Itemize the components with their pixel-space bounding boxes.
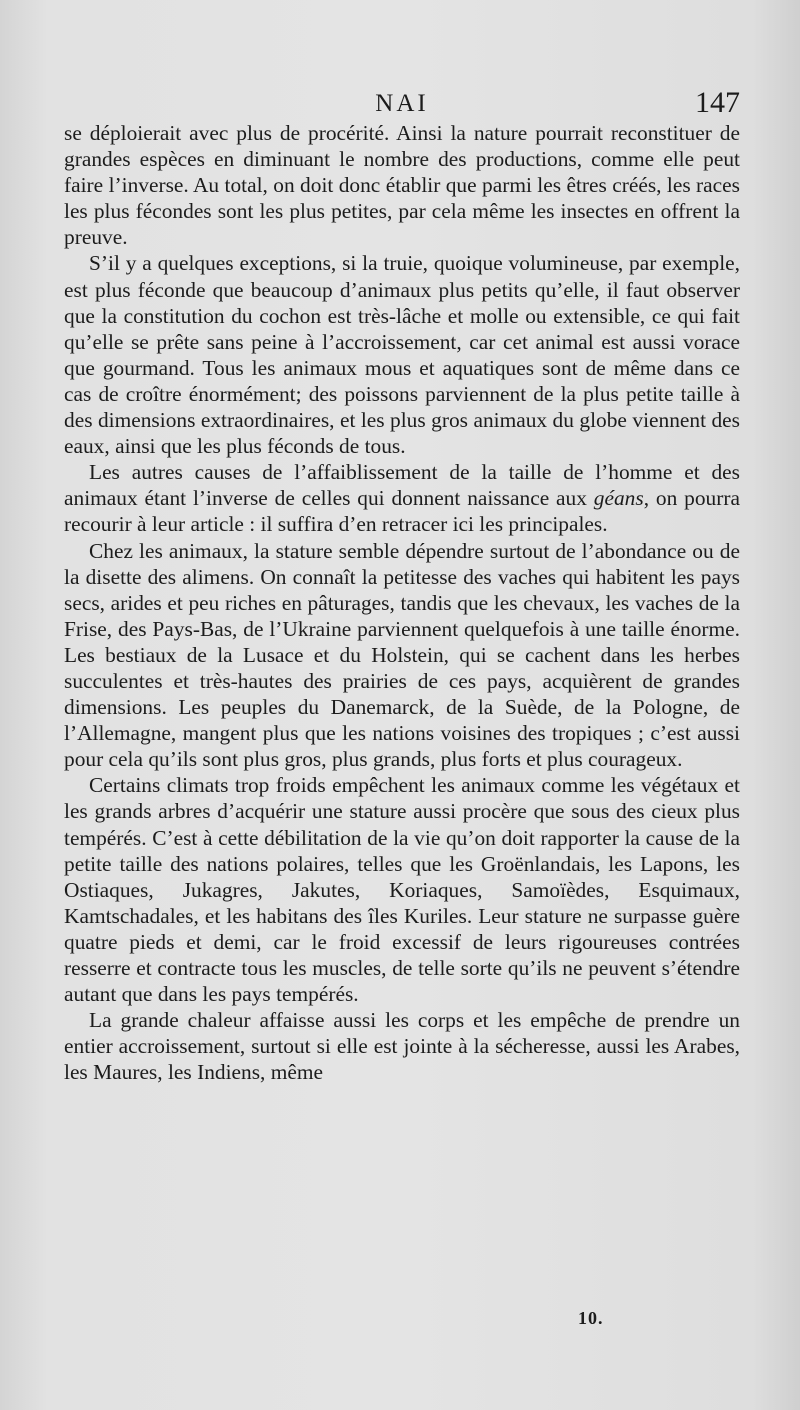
signature-mark: 10. — [578, 1308, 604, 1328]
paragraph-text: se déploierait avec plus de procérité. Ainsi la nature pourrait reconstituer de grandes espèces en diminuant le nombre des productions, comme elle peut faire l’inverse. Au total, on doit donc établir que parmi les êtres créés, les races les plus fécondes sont les plus petites, par cela même les insectes en offrent la preuve. — [64, 121, 740, 250]
running-head — [64, 86, 740, 122]
paragraph — [64, 120, 740, 250]
paragraph-text: Les autres causes de l’affaiblissement de la taille de l’homme et des animaux étant l’inverse de celles qui donnent naissance aux — [64, 460, 740, 511]
page-number: 147 — [695, 86, 740, 119]
paragraph — [64, 1007, 740, 1085]
paragraph-text: S’il y a quelques exceptions, si la truie, quoique volumineuse, par exemple, est plus féconde que beaucoup d’animaux plus petits qu’elle, il faut observer que la constitution du cochon est très-lâche et molle ou extensible, ce qui fait qu’elle se prête sans peine à l’accroissement, car cet animal est aussi vorace que gourmand. Tous les animaux mous et aquatiques sont de même dans ce cas de croître énormément; des poissons parviennent de la plus petite taille à des dimensions extraordinaires, et les plus gros animaux du globe viennent des eaux, ainsi que les plus féconds de tous. — [64, 251, 740, 459]
paragraph-text: Certains climats trop froids empêchent les animaux comme les végétaux et les grands arbres d’acquérir une stature aussi procère que sous des cieux plus tempérés. C’est à cette débilitation de la vie qu’on doit rapporter la cause de la petite taille des nations polaires, telles que les Groënlandais, les Lapons, les Ostiaques, Jukagres, Jakutes, Koriaques, Samoïèdes, Esquimaux, Kamtschadales, et les habitans des îles Kuriles. Leur stature ne surpasse guère quatre pieds et demi, car le froid excessif de leurs rigoureuses contrées resserre et contracte tous les muscles, de telle sorte qu’ils ne peuvent s’étendre autant que dans les pays tempérés. — [64, 773, 740, 1007]
paragraph-text: La grande chaleur affaisse aussi les corps et les empêche de prendre un entier accroissement, surtout si elle est jointe à la sécheresse, aussi les Arabes, les Maures, les Indiens, même — [64, 1008, 740, 1085]
body-text — [64, 120, 740, 1085]
paragraph — [64, 538, 740, 773]
running-head-title: NAI — [375, 90, 429, 117]
paragraph-text: Chez les animaux, la stature semble dépendre surtout de l’abondance ou de la disette des alimens. On connaît la petitesse des vaches qui habitent les pays secs, arides et peu riches en pâturages, tandis que les chevaux, les vaches de la Frise, des Pays-Bas, de l’Ukraine parviennent quelquefois à une taille énorme. Les bestiaux de la Lusace et du Holstein, qui se cachent dans les herbes succulentes et très-hautes des prairies de ces pays, acquièrent de grandes dimensions. Les peuples du Danemarck, de la Suède, de la Pologne, de l’Allemagne, mangent plus que les nations voisines des tropiques ; c’est aussi pour cela qu’ils sont plus gros, plus grands, plus forts et plus courageux. — [64, 538, 740, 772]
paragraph — [64, 250, 740, 459]
italic-term: géans — [593, 486, 644, 511]
paragraph — [64, 772, 740, 1007]
paragraph-text: , on pourra recourir à leur article : il suffira d’en retracer ici les principales. — [64, 486, 740, 537]
paragraph — [64, 459, 740, 537]
